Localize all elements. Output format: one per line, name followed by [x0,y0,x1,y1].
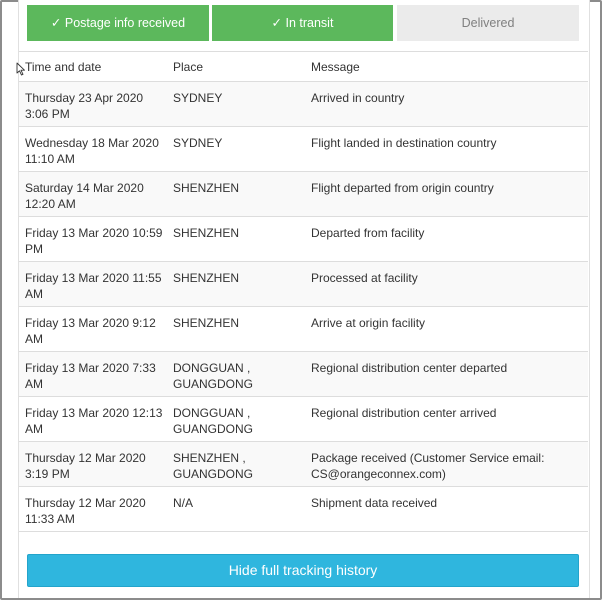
table-row [19,487,588,532]
row-place: DONGGUAN , GUANGDONG [173,361,254,391]
row-time: Wednesday 18 Mar 2020 11:10 AM [25,136,159,166]
row-time: Saturday 14 Mar 2020 12:20 AM [25,181,144,211]
row-time: Thursday 12 Mar 2020 11:33 AM [25,496,146,526]
row-message: Regional distribution center arrived [311,406,497,420]
row-message: Processed at facility [311,271,418,285]
table-row [19,262,588,307]
row-message: Flight landed in destination country [311,136,497,150]
row-place: SHENZHEN [173,316,240,330]
progress-steps [27,5,579,41]
row-time: Friday 13 Mar 2020 10:59 PM [25,226,163,256]
table-row [19,397,588,442]
row-time: Friday 13 Mar 2020 12:13 AM [25,406,163,436]
row-message: Arrived in country [311,91,405,105]
row-time: Thursday 23 Apr 2020 3:06 PM [25,91,144,121]
row-place: SHENZHEN [173,226,240,240]
hide-tracking-history-button[interactable]: Hide full tracking history [27,554,579,587]
header-time-and-date: Time and date [25,60,102,74]
mouse-pointer-icon [16,62,26,76]
row-place: SYDNEY [173,91,223,105]
table-header-row [19,52,588,82]
row-message: Departed from facility [311,226,425,240]
table-row [19,172,588,217]
table-row [19,82,588,127]
row-message: Flight departed from origin country [311,181,494,195]
row-time: Thursday 12 Mar 2020 3:19 PM [25,451,146,481]
row-place: SHENZHEN , GUANGDONG [173,451,254,481]
row-time: Friday 13 Mar 2020 9:12 AM [25,316,156,346]
table-row [19,127,588,172]
row-place: SYDNEY [173,136,223,150]
row-message: Package received (Customer Service email: CS@orangeconnex.com) [311,451,545,481]
table-row [19,442,588,487]
tracking-history-table [19,51,588,532]
table-row [19,352,588,397]
step-delivered: Delivered [397,5,579,41]
row-time: Friday 13 Mar 2020 11:55 AM [25,271,162,301]
header-place: Place [173,60,204,74]
table-row [19,307,588,352]
step-in-transit: ✓ In transit [212,5,393,41]
row-time: Friday 13 Mar 2020 7:33 AM [25,361,156,391]
header-message: Message [311,60,360,74]
row-message: Arrive at origin facility [311,316,426,330]
table-row [19,217,588,262]
row-place: SHENZHEN [173,181,240,195]
row-message: Regional distribution center departed [311,361,508,375]
row-place: SHENZHEN [173,271,240,285]
row-place: DONGGUAN , GUANGDONG [173,406,254,436]
row-message: Shipment data received [311,496,438,510]
step-postage-info-received: ✓ Postage info received [27,5,209,41]
row-place: N/A [173,496,194,510]
